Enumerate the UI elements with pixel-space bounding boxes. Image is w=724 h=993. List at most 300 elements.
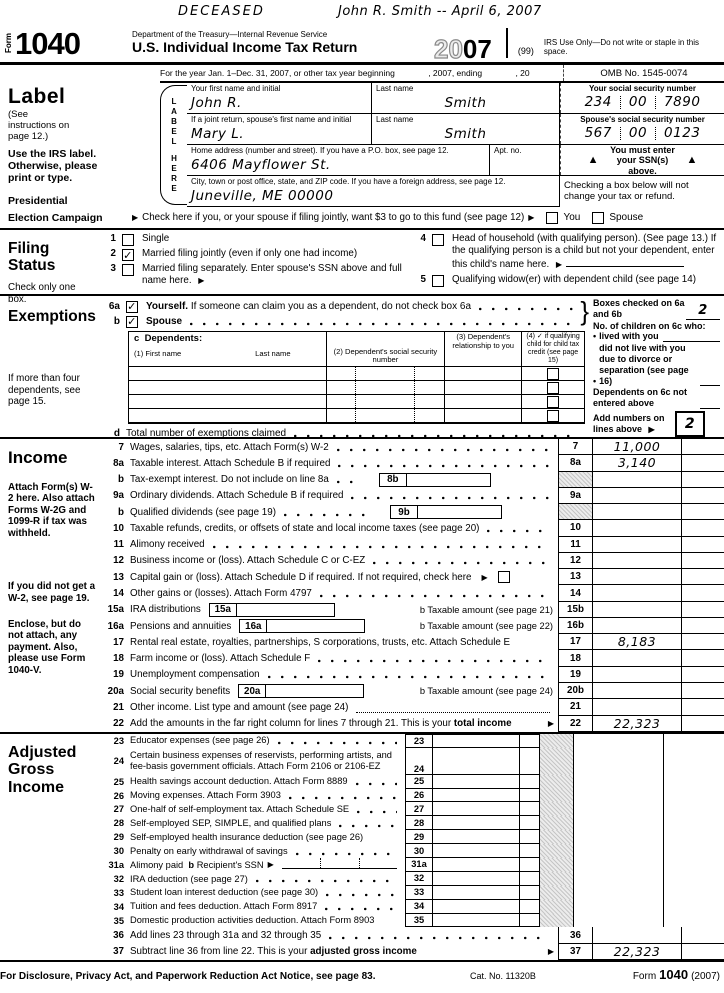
- spouse-first-name-label: If a joint return, spouse's first name and initial: [191, 115, 352, 124]
- amount-cell-20b[interactable]: [592, 683, 681, 699]
- line-box-number: 20b: [558, 683, 592, 699]
- line-box-number: 26: [405, 789, 432, 803]
- dependent-credit-cell: [522, 409, 585, 423]
- dotted-leader: [268, 675, 550, 679]
- dotted-leader: [351, 496, 550, 500]
- line-prefix: 22: [113, 718, 124, 730]
- sub-cents-cell: [519, 900, 540, 914]
- spouse-last-name-field[interactable]: [372, 114, 560, 144]
- line-box-number: 24: [405, 748, 432, 775]
- line-box-number: 37: [558, 944, 592, 960]
- form-header: [0, 24, 724, 65]
- sub-amount-cell-34[interactable]: [432, 900, 519, 914]
- subbox-amount-cell[interactable]: [407, 474, 490, 486]
- privacy-act-notice: For Disclosure, Privacy Act, and Paperwork Reduction Act Notice, see page 83.: [0, 971, 376, 982]
- line-box-number: 10: [558, 520, 592, 536]
- boxes-checked-value[interactable]: 2: [686, 303, 720, 320]
- sub-amount-cell-29[interactable]: [432, 830, 519, 844]
- agi-line-33: [100, 886, 724, 900]
- amount-cell[interactable]: [592, 472, 681, 488]
- dependent-name-cell[interactable]: [129, 395, 327, 409]
- line-box-number: 25: [405, 775, 432, 789]
- last-name-field[interactable]: [372, 83, 560, 113]
- irs-use-block: [506, 28, 724, 58]
- income-line-14: [100, 585, 724, 601]
- line-box-number: 34: [405, 900, 432, 914]
- amount-cell-18[interactable]: [592, 650, 681, 666]
- option-label: Qualifying widow(er) with dependent child (see page 14): [452, 273, 696, 285]
- line-prefix: 28: [113, 818, 124, 829]
- dependents-col4-header: (4) ✓ if qualifying child for child tax credit (see page 15): [522, 332, 585, 367]
- amount-cell-36[interactable]: [592, 927, 681, 943]
- code-99: (99): [517, 46, 534, 56]
- line-prefix: 11: [113, 539, 124, 551]
- line-box-number: 35: [405, 914, 432, 928]
- dotted-leader: [278, 741, 397, 745]
- cents-cell: [663, 830, 706, 844]
- line-box-number: 13: [558, 569, 592, 585]
- agi-line-34: [100, 900, 724, 914]
- exemptions-more-note: If more than four dependents, see page 15.: [8, 373, 81, 408]
- dependent-relationship-cell[interactable]: [445, 409, 522, 423]
- election-campaign-heading: Election Campaign: [8, 211, 103, 224]
- cents-cell: [663, 748, 706, 775]
- line-prefix: 23: [113, 735, 124, 746]
- spouse-first-name-value: Mary L.: [191, 125, 245, 142]
- filing-status-option-1: [100, 233, 410, 246]
- sub-amount-cell-31a[interactable]: [432, 858, 519, 872]
- cents-cell: [663, 872, 706, 886]
- dependent-ssn-cell[interactable]: [327, 367, 446, 381]
- dependent-ssn-cell[interactable]: [327, 381, 446, 395]
- cents-cell: [663, 789, 706, 803]
- line-box-number: 22: [558, 716, 592, 732]
- exemptions-content: [100, 296, 589, 440]
- name-row: [187, 83, 724, 114]
- exemption-yourself-checkbox[interactable]: [126, 301, 138, 313]
- line-label: Add the amounts in the far right column for lines 7 through 21. This is your: [130, 718, 452, 730]
- cents-cell: [663, 844, 706, 858]
- line-prefix: b: [118, 506, 124, 518]
- shaded-cell: [558, 504, 592, 520]
- amount-cell-21[interactable]: [592, 699, 681, 715]
- sub-cents-cell: [519, 830, 540, 844]
- check-icon: ✓: [123, 248, 133, 262]
- ssn-notice-text: You must enter your SSN(s) above.: [610, 145, 675, 175]
- arrow-right-icon: ▶: [198, 276, 205, 286]
- ssn-field[interactable]: [560, 83, 724, 113]
- amount-cell[interactable]: [592, 504, 681, 520]
- line-box-number: 11: [558, 537, 592, 553]
- yourself-label-bold: Yourself.: [146, 301, 189, 312]
- cents-cell: [681, 699, 724, 715]
- divorce-row: [593, 343, 720, 386]
- amount-cell-13[interactable]: [592, 569, 681, 585]
- line-label: Social security benefits: [130, 685, 231, 697]
- dependent-relationship-cell[interactable]: [445, 367, 522, 381]
- agi-lines: [100, 734, 724, 960]
- dependent-name-cell[interactable]: [129, 381, 327, 395]
- dotted-leader: [373, 561, 550, 565]
- amount-cell-7[interactable]: [592, 439, 681, 455]
- amount-cell-22[interactable]: [592, 716, 681, 732]
- line-prefix: 17: [113, 636, 124, 648]
- spouse-ssn-value: 567 00 0123: [584, 125, 701, 141]
- schedule-d-not-required-checkbox[interactable]: [498, 571, 510, 583]
- form-title: U.S. Individual Income Tax Return: [132, 39, 358, 56]
- amount-cell-8a[interactable]: [592, 455, 681, 471]
- dependent-ssn-cell[interactable]: [327, 409, 446, 423]
- shaded-strip: [540, 858, 574, 872]
- line-label: Farm income or (loss). Attach Schedule F: [130, 653, 311, 665]
- line-box-number: 33: [405, 886, 432, 900]
- page-footer: [0, 962, 724, 982]
- sub-amount-cell-35[interactable]: [432, 914, 519, 928]
- amount-cell-10[interactable]: [592, 520, 681, 536]
- line-prefix: 24: [113, 756, 124, 767]
- filing-status-right-column: [410, 230, 724, 294]
- address-row: [187, 145, 724, 176]
- cents-cell: [663, 900, 706, 914]
- election-you-label: You: [563, 212, 581, 223]
- top-annotations: [0, 0, 724, 24]
- amount-cell-9a[interactable]: [592, 488, 681, 504]
- amount-cell-11[interactable]: [592, 537, 681, 553]
- agi-sidebar: [0, 734, 100, 960]
- agi-heading: Adjusted Gross Income: [8, 743, 77, 796]
- sub-amount-cell-28[interactable]: [432, 816, 519, 830]
- dependent-ssn-cell[interactable]: [327, 395, 446, 409]
- dotted-leader: [337, 448, 550, 452]
- line-prefix: 25: [113, 776, 124, 787]
- income-line-8a: [100, 455, 724, 471]
- omb-number: OMB No. 1545-0074: [563, 65, 724, 81]
- city-label: City, town or post office, state, and ZIP code. If you have a foreign address, see page 12.: [191, 177, 506, 186]
- dependents-not-entered-blank[interactable]: [700, 408, 720, 409]
- triangle-up-icon: ▲: [587, 154, 599, 167]
- right-empty-cell: [574, 886, 663, 900]
- tax-year-row: [160, 65, 724, 83]
- amount-cell-12[interactable]: [592, 553, 681, 569]
- other-income-type-blank[interactable]: [356, 702, 550, 713]
- add-numbers-label: Add numbers on lines above ▶: [593, 413, 665, 434]
- sub-cents-cell: [519, 914, 540, 928]
- line-label: Taxable interest. Attach Schedule B if required: [130, 457, 331, 469]
- line-prefix: 19: [113, 669, 124, 681]
- arrow-right-icon: ▶: [547, 947, 554, 957]
- lived-with-you-row: [593, 331, 720, 342]
- label-use-irs: Use the IRS label. Otherwise, please print or type.: [8, 147, 98, 184]
- cents-cell: [681, 716, 724, 732]
- line-label: Other gains or (losses). Attach Form 4797: [130, 588, 312, 600]
- agi-line-28: [100, 816, 724, 830]
- presidential-heading: Presidential: [8, 195, 68, 207]
- city-field[interactable]: [187, 176, 560, 207]
- filing-status-checkbox-2[interactable]: [122, 249, 134, 261]
- line-prefix: 35: [113, 915, 124, 926]
- amount-value: 22,323: [613, 943, 661, 959]
- agi-line-37: [100, 944, 724, 960]
- check-icon: ✓: [127, 315, 137, 328]
- total-exemptions-label: Total number of exemptions claimed: [126, 428, 287, 440]
- line-number: b: [113, 316, 120, 327]
- amount-cell-16b[interactable]: [592, 618, 681, 634]
- amount-cell-15b[interactable]: [592, 602, 681, 618]
- sub-cents-cell: [519, 802, 540, 816]
- amount-value: 8,183: [617, 634, 657, 650]
- spouse-first-name-field[interactable]: [187, 114, 372, 144]
- dependent-relationship-cell[interactable]: [445, 395, 522, 409]
- line-label: Penalty on early withdrawal of savings: [130, 845, 288, 856]
- line-box-number: 21: [558, 699, 592, 715]
- line-box-number: 17: [558, 634, 592, 650]
- amount-value: 22,323: [613, 715, 661, 731]
- income-line-16: [100, 618, 724, 634]
- dotted-leader: [339, 824, 397, 828]
- dependent-credit-checkbox[interactable]: [547, 410, 559, 422]
- cents-cell: [681, 618, 724, 634]
- subbox-number: 15a: [210, 604, 237, 616]
- apt-no-label: Apt. no.: [494, 146, 522, 155]
- spouse-name-row: [187, 114, 724, 145]
- cents-cell: [681, 634, 724, 650]
- sub-cents-cell: [519, 858, 540, 872]
- sub-amount-cell-26[interactable]: [432, 789, 519, 803]
- income-line-9b: [100, 504, 724, 520]
- cents-cell: [681, 455, 724, 471]
- agi-line-25: [100, 775, 724, 789]
- divorce-label: did not live with you due to divorce or separation (see page 16): [599, 343, 689, 386]
- line-box-number: 31a: [405, 858, 432, 872]
- form-title-block: [132, 24, 432, 62]
- cents-cell: [663, 775, 706, 789]
- income-line-15: [100, 602, 724, 618]
- dependents-col1-header: c Dependents: (1) First name Last name: [129, 332, 327, 367]
- line-label: Other income. List type and amount (see page 24): [130, 701, 349, 713]
- dotted-leader: [326, 893, 397, 897]
- first-name-value: John R.: [191, 94, 242, 111]
- label-word-vertical: LABEL: [171, 96, 177, 146]
- dependent-row: [129, 409, 585, 423]
- dependent-credit-checkbox[interactable]: [547, 368, 559, 380]
- shaded-strip: [540, 900, 574, 914]
- sub-amount-cell-24[interactable]: [432, 748, 519, 775]
- line-label: One-half of self-employment tax. Attach Schedule SE: [130, 804, 350, 815]
- right-empty-cell: [574, 789, 663, 803]
- apt-no-field[interactable]: [490, 145, 560, 175]
- line-prefix: 20a: [107, 685, 124, 697]
- cents-cell: [681, 520, 724, 536]
- last-name-value: Smith: [444, 94, 487, 111]
- ssn-value: 234 00 7890: [584, 94, 701, 110]
- line-prefix: 15a: [107, 604, 124, 616]
- dotted-leader: [320, 594, 550, 598]
- lived-with-you-blank[interactable]: [663, 341, 720, 342]
- dependent-name-cell[interactable]: [129, 367, 327, 381]
- line-prefix: 16a: [107, 620, 124, 632]
- line-label: Unemployment compensation: [130, 669, 260, 681]
- cents-cell: [681, 585, 724, 601]
- election-spouse-checkbox[interactable]: [592, 212, 604, 224]
- home-address-field[interactable]: [187, 145, 490, 175]
- dependent-credit-checkbox[interactable]: [547, 396, 559, 408]
- cents-cell: [681, 504, 724, 520]
- dotted-leader: [329, 936, 550, 940]
- amount-cell-37[interactable]: [592, 944, 681, 960]
- right-empty-cell: [574, 872, 663, 886]
- income-section: [0, 439, 724, 734]
- dependent-relationship-cell[interactable]: [445, 381, 522, 395]
- amount-cell-17[interactable]: [592, 634, 681, 650]
- agi-section: [0, 734, 724, 962]
- total-income-bold: total income: [453, 718, 512, 730]
- sub-amount-cell-27[interactable]: [432, 802, 519, 816]
- label-section: [0, 83, 724, 207]
- cents-cell: [681, 667, 724, 683]
- form-word: Form: [4, 33, 13, 53]
- subbox-amount-cell[interactable]: [266, 685, 363, 697]
- sub-cents-cell: [519, 872, 540, 886]
- brace-icon: }: [580, 296, 589, 326]
- amount-value: 3,140: [617, 455, 657, 471]
- taxable-amount-label: b Taxable amount (see page 22): [419, 621, 553, 632]
- filing-status-checkbox-4[interactable]: [432, 234, 444, 246]
- line-prefix: 21: [113, 701, 124, 713]
- line-box-number: 32: [405, 872, 432, 886]
- triangle-up-icon: ▲: [686, 154, 698, 167]
- agency-line: Department of the Treasury—Internal Revenue Service: [132, 30, 328, 40]
- election-you-checkbox[interactable]: [546, 212, 558, 224]
- line-prefix: 12: [113, 555, 124, 567]
- sub-cents-cell: [519, 844, 540, 858]
- sub-amount-cell-23[interactable]: [432, 734, 519, 748]
- label-heading: Label: [8, 85, 66, 108]
- line-label: Business income or (loss). Attach Schedule C or C-EZ: [130, 555, 366, 567]
- amount-value: 11,000: [613, 439, 661, 455]
- subbox-amount-cell[interactable]: [267, 620, 364, 632]
- option-number: 4: [420, 233, 426, 244]
- line-label: Capital gain or (loss). Attach Schedule D if required. If not required, check here: [130, 571, 472, 583]
- dotted-leader: [284, 513, 374, 517]
- dependent-name-cell[interactable]: [129, 409, 327, 423]
- filing-status-checkbox-1[interactable]: [122, 234, 134, 246]
- exemption-spouse-checkbox[interactable]: [126, 316, 138, 328]
- dependent-row: [129, 395, 585, 409]
- spouse-ssn-field[interactable]: [560, 114, 724, 144]
- dependents-table: [128, 331, 585, 424]
- bullet-icon: •: [593, 331, 597, 342]
- arrow-right-icon: ▶: [481, 572, 488, 582]
- dotted-leader: [190, 322, 577, 326]
- checkbox-notice: [560, 176, 724, 207]
- dependents-not-entered-row: [593, 387, 720, 409]
- cents-cell: [663, 858, 706, 872]
- divorce-blank[interactable]: [700, 385, 720, 386]
- subbox-amount-cell[interactable]: [418, 506, 501, 518]
- line-box-number: 27: [405, 802, 432, 816]
- arrow-right-icon: ▶: [267, 860, 274, 870]
- ssn-label: Your social security number: [589, 84, 696, 93]
- right-empty-cell: [574, 734, 663, 748]
- line-number: d: [113, 428, 120, 440]
- income-heading: Income: [8, 448, 68, 467]
- subbox-amount-cell[interactable]: [237, 604, 334, 616]
- label-here-bracket: [160, 85, 187, 205]
- amount-cell-14[interactable]: [592, 585, 681, 601]
- filing-status-options: [100, 230, 724, 294]
- lived-with-you-label: lived with you: [599, 331, 659, 342]
- line-prefix: 8a: [113, 457, 124, 469]
- sub-amount-cell-30[interactable]: [432, 844, 519, 858]
- line-box-number: 15b: [558, 602, 592, 618]
- cents-cell: [681, 472, 724, 488]
- recipient-ssn-blank[interactable]: [282, 858, 397, 869]
- income-line-17: [100, 634, 724, 650]
- dependent-credit-cell: [522, 381, 585, 395]
- exemptions-main: [100, 296, 724, 440]
- subbox-20a: [238, 684, 364, 698]
- agi-line-26: [100, 789, 724, 803]
- ssn-notice: [560, 145, 724, 175]
- right-empty-cell: [574, 802, 663, 816]
- line-prefix: b: [118, 474, 124, 486]
- filing-status-heading: Filing Status: [8, 240, 56, 275]
- amount-cell-19[interactable]: [592, 667, 681, 683]
- dependent-credit-checkbox[interactable]: [547, 382, 559, 394]
- filing-status-checkbox-3[interactable]: [122, 264, 134, 276]
- child-name-blank[interactable]: [566, 257, 684, 267]
- line-box-number: 9a: [558, 488, 592, 504]
- filing-status-option-3: [100, 263, 410, 287]
- cents-cell: [681, 488, 724, 504]
- shaded-cell: [558, 472, 592, 488]
- home-address-label: Home address (number and street). If you have a P.O. box, see page 12.: [191, 146, 449, 155]
- dotted-leader: [356, 782, 397, 786]
- line-box-number: 36: [558, 927, 592, 943]
- first-name-field[interactable]: [187, 83, 372, 113]
- taxable-amount-label: b Taxable amount (see page 21): [419, 604, 553, 615]
- filing-status-checkbox-5[interactable]: [432, 275, 444, 287]
- exemptions-margin-notes: [585, 296, 724, 437]
- sub-amount-cell-32[interactable]: [432, 872, 519, 886]
- decedent-name-date: John R. Smith -- April 6, 2007: [338, 4, 542, 19]
- dependent-credit-cell: [522, 395, 585, 409]
- dotted-leader: [325, 907, 397, 911]
- arrow-right-icon: ▶: [555, 260, 563, 270]
- sub-amount-cell-33[interactable]: [432, 886, 519, 900]
- dependent-row: [129, 367, 585, 381]
- income-line-9a: [100, 488, 724, 504]
- option-number: 2: [110, 248, 116, 259]
- agi-line-27: [100, 802, 724, 816]
- shaded-strip: [540, 830, 574, 844]
- total-exemptions-value: 2: [684, 415, 696, 432]
- line-box-number: 14: [558, 585, 592, 601]
- sub-amount-cell-25[interactable]: [432, 775, 519, 789]
- line-box-number: 30: [405, 844, 432, 858]
- line-label: Alimony received: [130, 539, 205, 551]
- total-exemptions-box[interactable]: [675, 411, 705, 437]
- agi-line-36: [100, 927, 724, 943]
- line-prefix: 31a: [108, 859, 124, 870]
- form-number-block: [0, 24, 132, 62]
- shaded-strip: [540, 816, 574, 830]
- cents-cell: [681, 553, 724, 569]
- sub-cents-cell: [519, 789, 540, 803]
- agi-line-32: [100, 872, 724, 886]
- cents-cell: [681, 439, 724, 455]
- label-sidebar: [0, 83, 160, 207]
